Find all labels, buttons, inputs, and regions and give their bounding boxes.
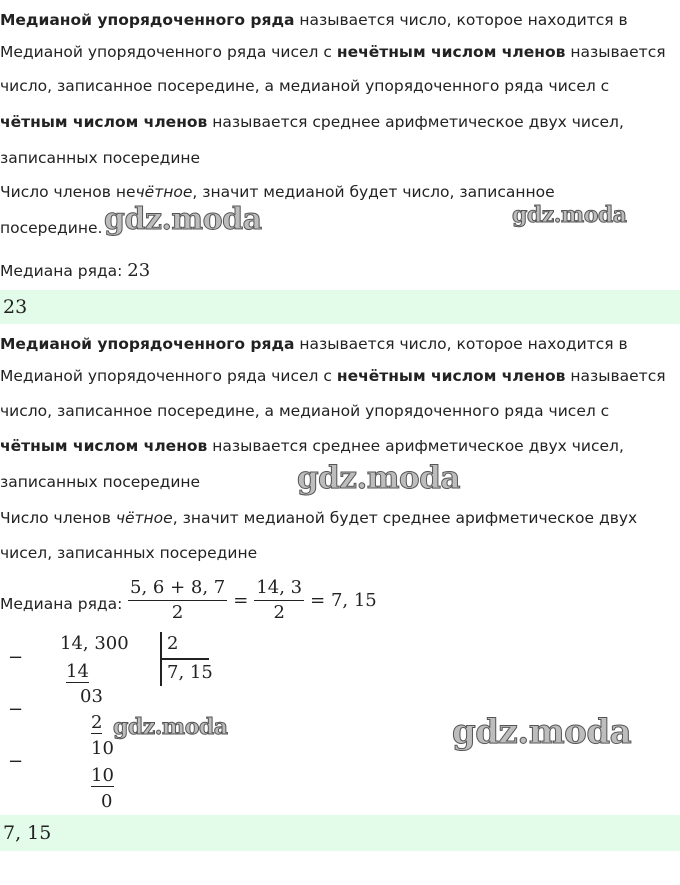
answer-box <box>0 290 680 324</box>
watermark: gdz.moda <box>104 202 262 237</box>
answer-value: 7, 15 <box>3 822 52 844</box>
minus-sign: − <box>8 751 24 772</box>
answer-box <box>0 815 680 851</box>
minus-sign: − <box>8 647 24 668</box>
reasoning-line-1: Число членов нечётное, значит медианой будет число, записанное <box>0 183 555 201</box>
definition-line-5: записанных посередине <box>0 149 201 167</box>
definition-line-3: число, записанное посередине, а медианой упорядоченного ряда чисел с <box>0 77 610 95</box>
quotient: 7, 15 <box>167 662 213 683</box>
remainder-3: 0 <box>101 791 113 812</box>
definition-line-5: записанных посередине <box>0 473 201 491</box>
subtrahend-2: 2 <box>91 712 103 733</box>
definition-line-1: Медианой упорядоченного ряда называется число, которое находится в <box>0 11 628 29</box>
fraction-sum: $\frac{5, 6 + 8, 7}{2}$ <box>130 577 226 623</box>
quotient-line <box>161 658 209 660</box>
fraction-total: $\frac{14, 3}{2}$ <box>256 577 303 623</box>
definition-line-2: Медианой упорядоченного ряда чисел с нечётным числом членов называется <box>0 367 666 385</box>
remainder-1: 03 <box>80 686 103 707</box>
divisor: 2 <box>167 633 179 654</box>
minus-sign: − <box>8 699 24 720</box>
watermark: gdz.moda <box>297 460 460 496</box>
watermark: gdz.moda <box>452 712 632 752</box>
reasoning-line-1: Число членов чётное, значит медианой будет среднее арифметическое двух <box>0 509 638 527</box>
watermark: gdz.moda <box>113 714 228 740</box>
definition-line-2: Медианой упорядоченного ряда чисел с нечётным числом членов называется <box>0 43 666 61</box>
median-line: Медиана ряда: 23 <box>0 260 151 281</box>
reasoning-line-2: посередине. <box>0 219 103 237</box>
definition-line-3: число, записанное посередине, а медианой упорядоченного ряда чисел с <box>0 402 610 420</box>
remainder-2: 10 <box>91 738 114 759</box>
answer-value: 23 <box>3 296 28 318</box>
dividend: 14, 300 <box>60 633 129 654</box>
subtrahend-1: 14 <box>66 661 89 682</box>
definition-line-4: чётным числом членов называется среднее арифметическое двух чисел, <box>0 437 624 455</box>
definition-line-4: чётным числом членов называется среднее арифметическое двух чисел, <box>0 113 624 131</box>
reasoning-line-2: чисел, записанных посередине <box>0 544 258 562</box>
definition-line-1: Медианой упорядоченного ряда называется число, которое находится в <box>0 335 628 353</box>
watermark: gdz.moda <box>512 202 627 228</box>
subtrahend-3: 10 <box>91 765 114 786</box>
